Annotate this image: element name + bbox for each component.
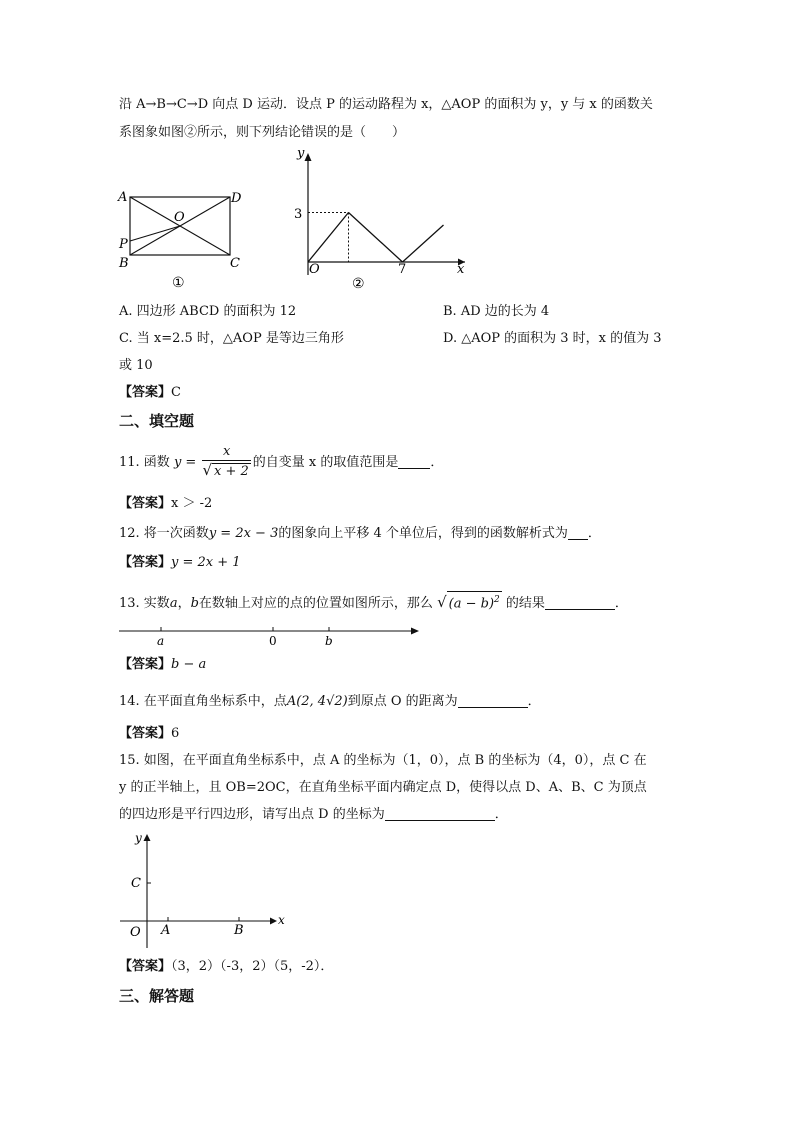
label-o: O <box>174 210 185 225</box>
label-c: C <box>230 256 240 271</box>
q13-prefix: 13. 实数 <box>119 596 170 611</box>
x-axis-label: x <box>457 262 465 277</box>
q13-var-b: b <box>190 596 199 611</box>
q10-option-b: B. AD 边的长为 4 <box>443 304 550 319</box>
q14-suffix: 到原点 O 的距离为 <box>347 694 458 709</box>
q12-blank <box>568 525 588 540</box>
graph-segment-continuation <box>403 225 444 262</box>
section-2-heading: 二、填空题 <box>119 412 195 430</box>
q11-stem <box>119 444 443 482</box>
q13-answer <box>119 655 206 675</box>
q10-option-a: A. 四边形 ABCD 的面积为 12 <box>119 304 297 319</box>
label-a: a <box>157 634 165 648</box>
q11-fraction <box>202 444 250 481</box>
label-a: A <box>118 190 128 205</box>
graph-segment <box>349 213 403 263</box>
origin-label: O <box>309 262 320 277</box>
q12-stem <box>119 524 601 544</box>
q14-answer <box>119 724 179 744</box>
q14-stem <box>119 690 541 714</box>
q11-answer <box>119 494 212 514</box>
label-b: b <box>325 634 333 648</box>
q10-stem-line1: 沿 A→B→C→D 向点 D 运动．设点 P 的运动路程为 x，△AOP 的面积为 y，y 与 x 的函数关 <box>119 97 653 112</box>
x-axis-arrow <box>270 918 277 925</box>
q10-option-c: C. 当 x=2.5 时，△AOP 是等边三角形 <box>119 331 344 346</box>
q12-end: ． <box>587 526 601 541</box>
answer-label: 【答案】 <box>119 959 172 974</box>
answer-label: 【答案】 <box>119 385 172 400</box>
q13-end: ． <box>614 596 628 611</box>
q12-answer <box>119 553 241 573</box>
sqrt-icon: √ <box>437 593 447 611</box>
figure-2-caption: ② <box>352 276 365 292</box>
q10-answer <box>119 383 181 403</box>
label-a: A <box>161 923 171 938</box>
label-y: y <box>135 831 142 845</box>
q15-stem-line3 <box>119 805 508 825</box>
label-d: D <box>231 191 242 206</box>
answer-value: 6 <box>171 726 180 741</box>
y-tick-3: 3 <box>294 207 303 222</box>
label-b: B <box>119 256 129 271</box>
segment-po <box>130 226 180 241</box>
q15-line3-text: 的四边形是平行四边形，请写出点 D 的坐标为 <box>119 807 385 822</box>
q11-numerator: x <box>202 444 250 461</box>
q13-blank <box>545 595 615 610</box>
q14-point: A(2, 4√2) <box>286 694 348 709</box>
q14-prefix: 14. 在平面直角坐标系中，点 <box>119 694 287 709</box>
q13-var-a: a <box>169 596 178 611</box>
y-axis-arrow <box>144 834 151 841</box>
answer-value: x ＞ -2 <box>171 496 213 511</box>
x-tick-7: 7 <box>398 262 407 277</box>
q15-stem-line2: y 的正半轴上，且 OB=2OC，在直角坐标平面内确定点 D，使得以点 D、A、B、C 为顶点 <box>119 780 647 795</box>
answer-label: 【答案】 <box>119 555 172 570</box>
q15-blank <box>385 806 495 821</box>
q14-blank <box>458 693 528 708</box>
q12-function: y = 2x − 3 <box>208 526 279 541</box>
answer-label: 【答案】 <box>119 496 172 511</box>
q11-suffix: 的自变量 x 的取值范围是 <box>252 455 399 470</box>
answer-value: C <box>171 385 181 400</box>
q13-mid: 在数轴上对应的点的位置如图所示，那么 <box>198 596 433 611</box>
q11-blank <box>398 454 430 469</box>
q11-end: ． <box>430 455 444 470</box>
q15-coordinate-figure <box>115 828 295 953</box>
answer-label: 【答案】 <box>119 657 172 672</box>
y-axis-label: y <box>297 146 305 161</box>
q10-option-d-cont: 或 10 <box>119 358 153 373</box>
q11-denominator: √ x + 2 <box>202 461 249 479</box>
q10-stem-line2: 系图象如图②所示，则下列结论错误的是（ ） <box>119 125 406 140</box>
q12-suffix: 的图象向上平移 4 个单位后，得到的函数解析式为 <box>278 526 568 541</box>
q12-prefix: 12. 将一次函数 <box>119 526 209 541</box>
label-b: B <box>234 923 244 938</box>
section-3-heading: 三、解答题 <box>119 987 195 1005</box>
label-c: C <box>131 876 141 891</box>
figure-1-caption: ① <box>172 275 185 291</box>
graph-segment <box>308 213 349 263</box>
label-zero: 0 <box>269 634 277 648</box>
q13-number-line <box>119 622 429 652</box>
q13-sep: ， <box>177 596 191 611</box>
q11-y-eq: y = <box>173 455 197 470</box>
q13-suffix: 的结果 <box>505 596 545 611</box>
y-axis-arrow <box>305 153 312 161</box>
label-x: x <box>278 913 285 927</box>
q10-option-d: D. △AOP 的面积为 3 时，x 的值为 3 <box>443 331 662 346</box>
q13-stem <box>119 590 628 616</box>
answer-value: b − a <box>171 657 207 672</box>
q10-figure-2-graph <box>280 145 480 295</box>
q15-answer <box>119 957 333 977</box>
answer-value: y = 2x + 1 <box>171 555 241 570</box>
q10-figure-1 <box>110 185 250 295</box>
answer-label: 【答案】 <box>119 726 172 741</box>
q11-prefix: 11. 函数 <box>119 455 170 470</box>
q15-end: ． <box>494 807 508 822</box>
label-o: O <box>130 925 141 940</box>
q13-radicand: $(a - b)^2$ <box>447 591 502 612</box>
answer-value: （3，2）（-3，2）（5，-2）． <box>171 959 334 974</box>
q14-end: ． <box>527 694 541 709</box>
label-p: P <box>119 237 128 252</box>
number-line-arrow <box>411 628 419 635</box>
q15-stem-line1: 15. 如图，在平面直角坐标系中，点 A 的坐标为（1，0），点 B 的坐标为（4，0），点 C 在 <box>119 753 647 768</box>
